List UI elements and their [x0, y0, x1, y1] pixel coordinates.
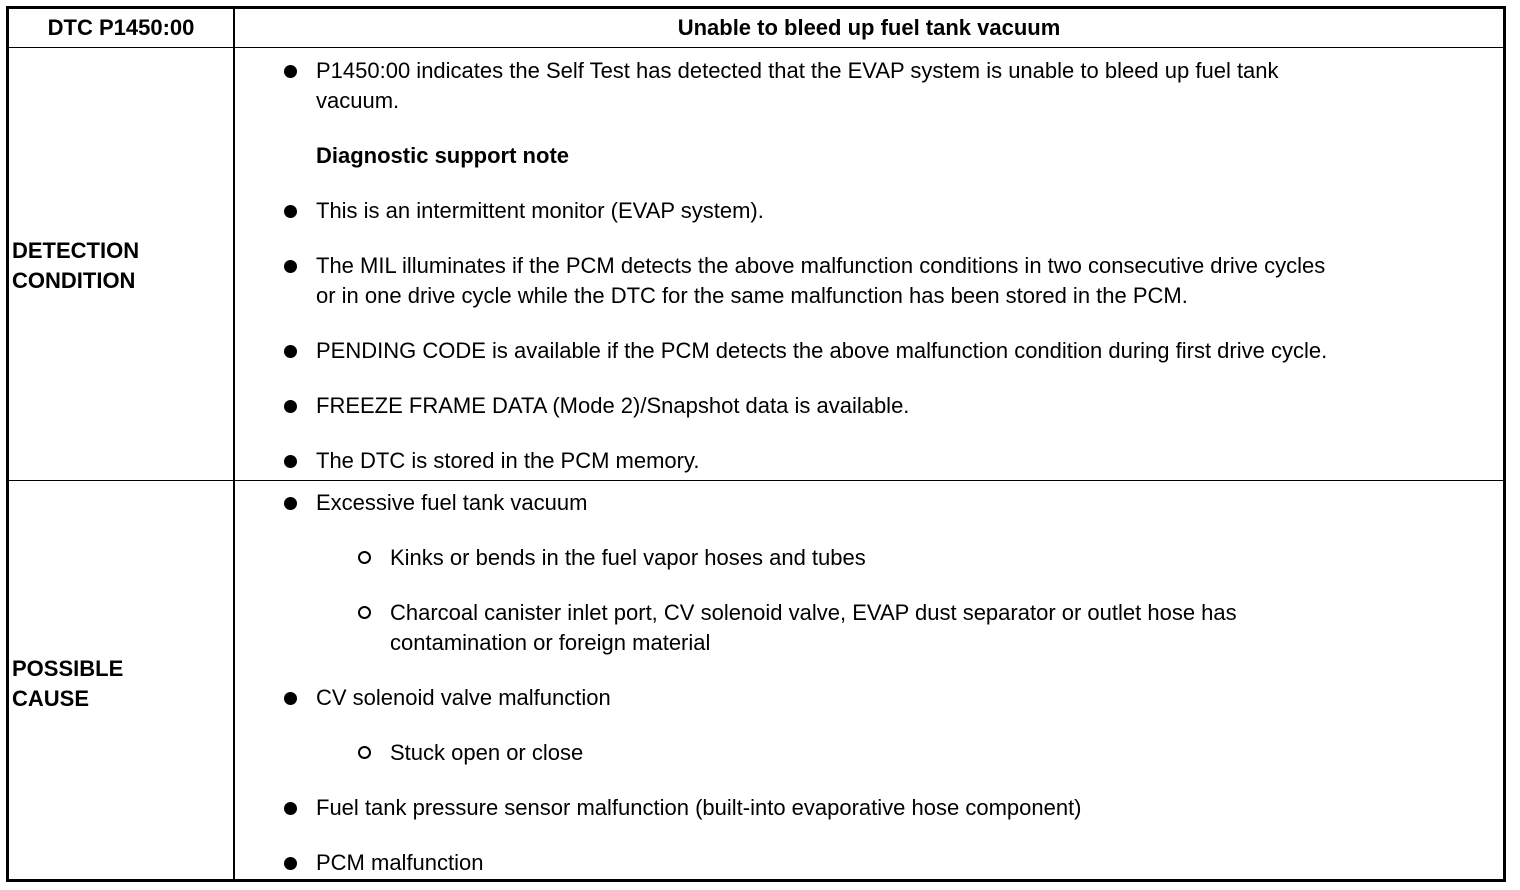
diagnostic-support-note-heading: Diagnostic support note	[316, 143, 569, 168]
detection-item-intermittent: This is an intermittent monitor (EVAP system).	[316, 198, 764, 223]
detection-item-pending-code: PENDING CODE is available if the PCM detects the above malfunction condition during first drive cycle.	[316, 338, 1328, 363]
sub-bullet-icon	[358, 551, 371, 564]
table-frame	[6, 6, 1506, 882]
sub-bullet-icon	[358, 746, 371, 759]
bullet-icon	[284, 857, 297, 870]
cause-item-excessive-vacuum: Excessive fuel tank vacuum	[316, 490, 588, 515]
bullet-icon	[284, 345, 297, 358]
cause-subitem-stuck: Stuck open or close	[390, 740, 584, 765]
detection-item-freeze-frame: FREEZE FRAME DATA (Mode 2)/Snapshot data is available.	[316, 393, 910, 418]
cause-item-pcm: PCM malfunction	[316, 850, 484, 875]
cause-item-pressure-sensor: Fuel tank pressure sensor malfunction (built-into evaporative hose component)	[316, 795, 1082, 820]
column-divider	[233, 6, 235, 882]
bullet-icon	[284, 400, 297, 413]
dtc-code-header: DTC P1450:00	[47, 15, 195, 40]
detection-condition-label: DETECTION CONDITION	[12, 238, 140, 293]
detection-intro-line2: vacuum.	[316, 88, 400, 113]
detection-intro-line1: P1450:00 indicates the Self Test has detected that the EVAP system is unable to bleed up fuel tank	[316, 58, 1279, 83]
bullet-icon	[284, 260, 297, 273]
header-row-divider	[6, 47, 1506, 48]
detection-item-mil-line1: The MIL illuminates if the PCM detects the above malfunction conditions in two consecutive drive cycles	[316, 253, 1326, 278]
cause-subitem-contamination-line1: Charcoal canister inlet port, CV solenoid valve, EVAP dust separator or outlet hose has	[390, 600, 1237, 625]
section-divider	[6, 480, 1506, 481]
dtc-title-header: Unable to bleed up fuel tank vacuum	[677, 15, 1061, 40]
bullet-icon	[284, 692, 297, 705]
cause-subitem-contamination-line2: contamination or foreign material	[390, 630, 711, 655]
possible-cause-label: POSSIBLE CAUSE	[12, 656, 124, 711]
bullet-icon	[284, 802, 297, 815]
detection-item-mil-line2: or in one drive cycle while the DTC for the same malfunction has been stored in the PCM.	[316, 283, 1188, 308]
cause-item-cv-solenoid: CV solenoid valve malfunction	[316, 685, 611, 710]
detection-item-dtc-stored: The DTC is stored in the PCM memory.	[316, 448, 700, 473]
sub-bullet-icon	[358, 606, 371, 619]
cause-subitem-kinks: Kinks or bends in the fuel vapor hoses and tubes	[390, 545, 866, 570]
bullet-icon	[284, 455, 297, 468]
bullet-icon	[284, 497, 297, 510]
bullet-icon	[284, 205, 297, 218]
bullet-icon	[284, 65, 297, 78]
